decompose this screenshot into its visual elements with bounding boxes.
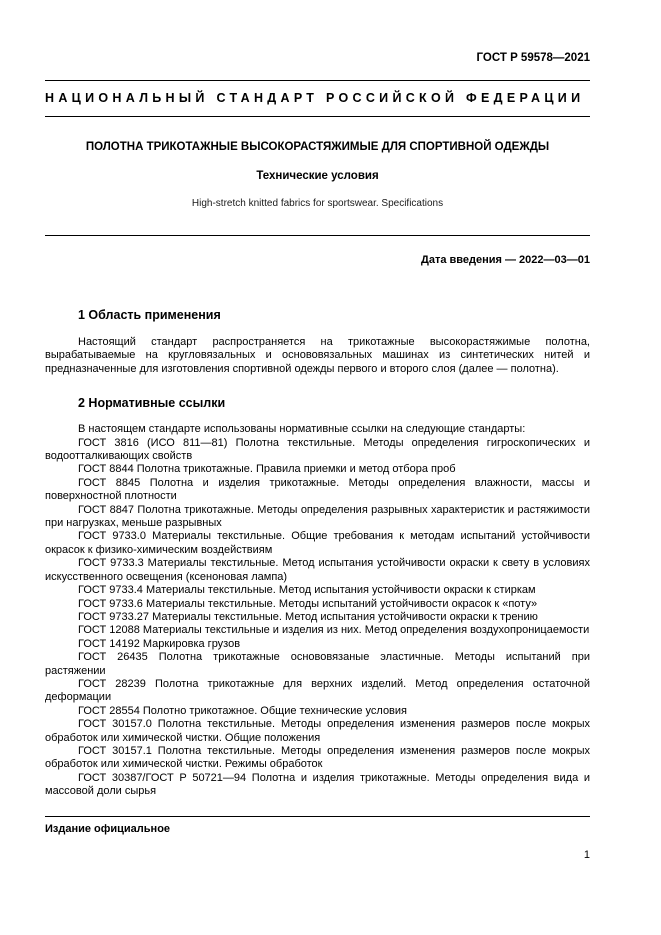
reference-item: ГОСТ 30157.0 Полотна текстильные. Методы определения изменения размеров после мокрых обработок или химической чистки. Общие положения (45, 718, 590, 744)
title-block (45, 117, 590, 235)
reference-item: ГОСТ 9733.27 Материалы текстильные. Метод испытания устойчивости окраски к трению (78, 610, 538, 623)
document-title-english: High-stretch knitted fabrics for sportswear. Specifications (191, 198, 444, 209)
references-list (45, 437, 590, 799)
reference-item: ГОСТ 8845 Полотна и изделия трикотажные. Методы определения влажности, массы и поверхностной плотности (45, 476, 590, 503)
reference-item: ГОСТ 30387/ГОСТ Р 50721—94 Полотна и изделия трикотажные. Методы определения вида и массовой доли сырья (45, 771, 590, 798)
section-heading-scope: 1 Область применения (78, 308, 221, 322)
section-heading-references: 2 Нормативные ссылки (78, 396, 226, 411)
reference-item: ГОСТ 9733.0 Материалы текстильные. Общие требования к методам испытаний устойчивости окрасок к физико-химическим воздействиям (45, 530, 590, 556)
reference-item: ГОСТ 9733.3 Материалы текстильные. Метод испытания устойчивости окраски к свету в условиях искусственного освещения (ксеноновая лампа) (45, 557, 590, 583)
document-title: ПОЛОТНА ТРИКОТАЖНЫЕ ВЫСОКОРАСТЯЖИМЫЕ ДЛЯ СПОРТИВНОЙ ОДЕЖДЫ (85, 141, 550, 153)
reference-item: ГОСТ 14192 Маркировка грузов (78, 637, 241, 650)
reference-item: ГОСТ 30157.1 Полотна текстильные. Методы определения изменения размеров после мокрых обработок или химической чистки. Режимы обработок (45, 744, 590, 771)
reference-item: ГОСТ 3816 (ИСО 811—81) Полотна текстильные. Методы определения гигроскопических и водоотталкивающих свойств (45, 436, 590, 463)
official-edition-label: Издание официальное (45, 823, 171, 835)
reference-item: ГОСТ 9733.4 Материалы текстильные. Метод испытания устойчивости окраски к стиркам (78, 584, 536, 597)
doc-code: ГОСТ Р 59578—2021 (476, 52, 590, 64)
reference-item: ГОСТ 12088 Материалы текстильные и изделия из них. Метод определения воздухопроницаемости (78, 624, 590, 637)
divider-under-title (45, 235, 590, 236)
reference-item: ГОСТ 8847 Полотна трикотажные. Методы определения разрывных характеристик и растяжимости при нагрузках, меньше разрывных (45, 503, 590, 530)
reference-item: ГОСТ 28554 Полотно трикотажное. Общие технические условия (78, 704, 408, 717)
scope-paragraph: Настоящий стандарт распространяется на трикотажные высокорастяжимые полотна, вырабатываемые на кругловязальных и основовязальных машинах из синтетических нитей и предназначенные для изготовления спортивной одежды первого и второго слоя (далее — полотна). (45, 336, 590, 375)
page-number: 1 (583, 849, 590, 861)
references-intro: В настоящем стандарте использованы нормативные ссылки на следующие стандарты: (78, 423, 526, 436)
effective-date: Дата введения — 2022—03—01 (421, 254, 590, 266)
reference-item: ГОСТ 26435 Полотна трикотажные основовязаные эластичные. Методы испытаний при растяжении (45, 651, 590, 677)
reference-item: ГОСТ 8844 Полотна трикотажные. Правила приемки и метод отбора проб (78, 463, 456, 476)
page-footer (45, 816, 590, 861)
reference-item: ГОСТ 9733.6 Материалы текстильные. Методы испытаний устойчивости окрасок к «поту» (78, 597, 538, 610)
reference-item: ГОСТ 28239 Полотна трикотажные для верхних изделий. Метод определения остаточной деформации (45, 677, 590, 704)
document-subtitle: Технические условия (256, 170, 379, 182)
federation-header: НАЦИОНАЛЬНЫЙ СТАНДАРТ РОССИЙСКОЙ ФЕДЕРАЦИИ (45, 91, 585, 105)
